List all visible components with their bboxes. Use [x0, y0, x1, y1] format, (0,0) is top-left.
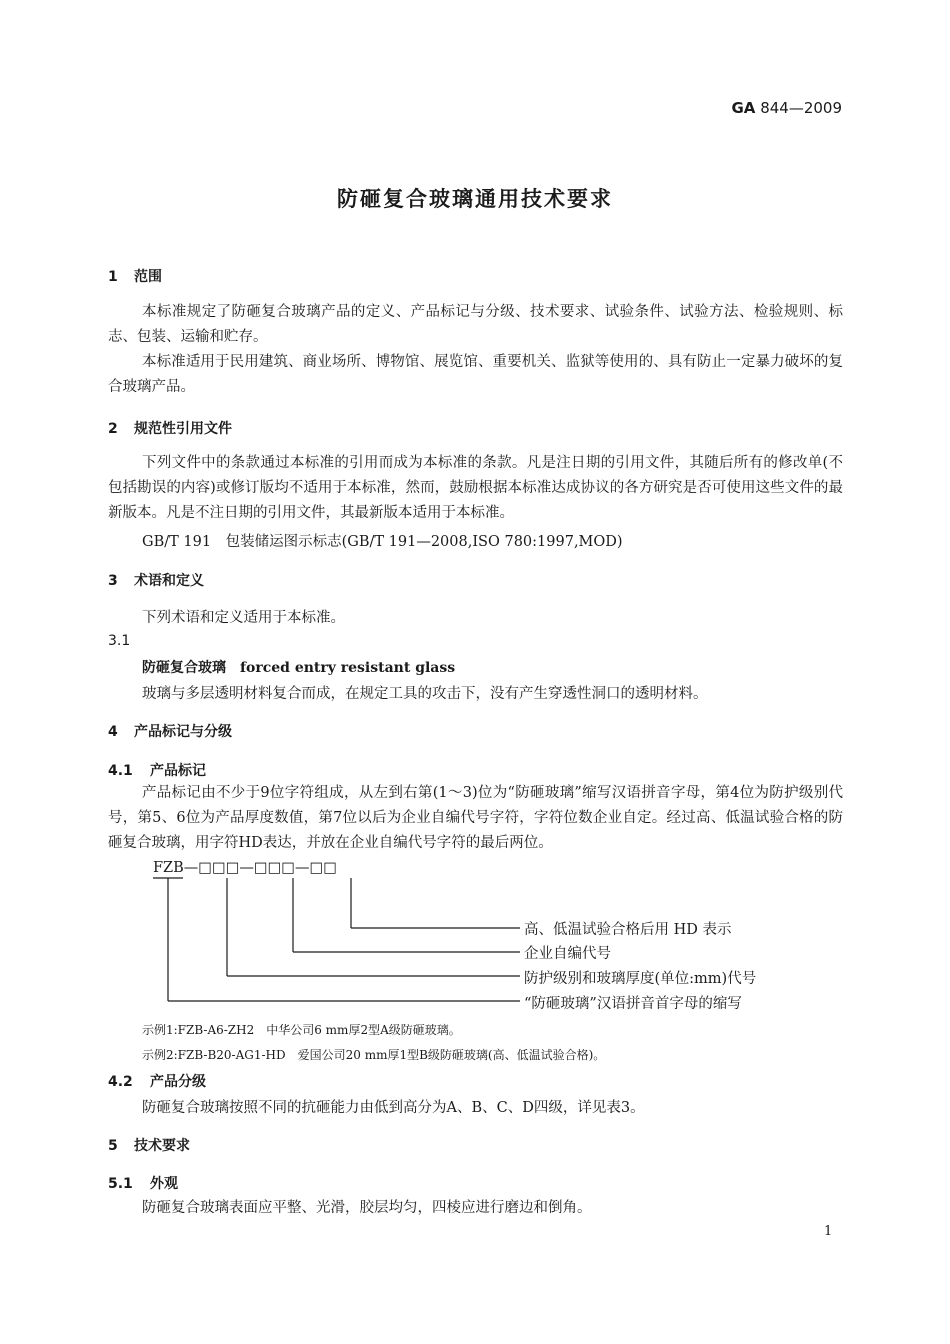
page-number: 1	[824, 1224, 833, 1239]
section-4-title: 产品标记与分级	[134, 724, 232, 740]
term-entry	[142, 657, 455, 677]
marking-label-hd: 高、低温试验合格后用 HD 表示	[524, 922, 732, 938]
section-3-title: 术语和定义	[134, 573, 204, 589]
term-definition: 玻璃与多层透明材料复合而成，在规定工具的攻击下，没有产生穿透性洞口的透明材料。	[142, 686, 708, 702]
clause-3-1-number: 3.1	[108, 633, 131, 649]
normative-reference: GB/T 191 包装储运图示标志(GB/T 191—2008,ISO 780:1997,MOD)	[142, 534, 623, 550]
clause-4-1-title: 产品标记	[150, 763, 206, 779]
clause-4-2-heading	[108, 1071, 206, 1091]
marking-label-company-code: 企业自编代号	[524, 946, 611, 962]
section-4-heading	[108, 721, 232, 741]
section-1-paragraph-1: 本标准规定了防砸复合玻璃产品的定义、产品标记与分级、技术要求、试验条件、试验方法、检验规则、标志、包装、运输和贮存。	[108, 304, 843, 345]
standard-code	[731, 99, 842, 117]
section-3-heading	[108, 570, 204, 590]
section-4-number: 4	[108, 724, 118, 740]
document-title: 防砸复合玻璃通用技术要求	[337, 187, 613, 211]
standard-code-prefix: GA	[731, 99, 756, 117]
clause-5-1-paragraph: 防砸复合玻璃表面应平整、光滑，胶层均匀，四棱应进行磨边和倒角。	[142, 1200, 592, 1216]
example-1: 示例1:FZB-A6-ZH2 中华公司6 mm厚2型A级防砸玻璃。	[142, 1023, 461, 1037]
section-5-title: 技术要求	[134, 1138, 190, 1154]
section-1-heading	[108, 266, 162, 286]
section-1-number: 1	[108, 269, 118, 285]
marking-code: FZB—□□□—□□□—□□	[153, 860, 337, 876]
clause-4-1-paragraph: 产品标记由不少于9位字符组成，从左到右第(1～3)位为“防砸玻璃”缩写汉语拼音字母，第4位为防护级别代号，第5、6位为产品厚度数值，第7位以后为企业自编代号字符，字符位数企业自定。经过高、低温试验合格的防砸复合玻璃，用字符HD表达，并放在企业自编代号字符的最后两位。	[108, 785, 843, 851]
section-5-number: 5	[108, 1138, 118, 1154]
section-2-number: 2	[108, 421, 118, 437]
section-2-paragraph-1: 下列文件中的条款通过本标准的引用而成为本标准的条款。凡是注日期的引用文件，其随后所有的修改单(不包括勘误的内容)或修订版均不适用于本标准，然而，鼓励根据本标准达成协议的各方研究是否可使用这些文件的最新版本。凡是不注日期的引用文件，其最新版本适用于本标准。	[108, 455, 843, 521]
clause-5-1-title: 外观	[150, 1176, 178, 1192]
section-2-heading	[108, 418, 232, 438]
marking-label-pinyin: “防砸玻璃”汉语拼音首字母的缩写	[524, 996, 742, 1012]
clause-5-1-heading	[108, 1173, 178, 1193]
marking-label-level-thickness: 防护级别和玻璃厚度(单位:mm)代号	[524, 971, 757, 987]
term-english: forced entry resistant glass	[240, 660, 456, 676]
section-1-paragraph-2: 本标准适用于民用建筑、商业场所、博物馆、展览馆、重要机关、监狱等使用的、具有防止一定暴力破坏的复合玻璃产品。	[108, 354, 843, 395]
term-chinese: 防砸复合玻璃	[142, 660, 226, 676]
section-2-title: 规范性引用文件	[134, 421, 232, 437]
clause-4-1-heading	[108, 760, 206, 780]
clause-4-2-title: 产品分级	[150, 1074, 206, 1090]
standard-code-number: 844—2009	[760, 99, 842, 117]
section-5-heading	[108, 1135, 190, 1155]
example-2: 示例2:FZB-B20-AG1-HD 爱国公司20 mm厚1型B级防砸玻璃(高、低温试验合格)。	[142, 1048, 606, 1062]
clause-5-1-number: 5.1	[108, 1176, 133, 1192]
clause-4-1-number: 4.1	[108, 763, 133, 779]
product-marking-diagram	[150, 858, 810, 1018]
section-1-title: 范围	[134, 269, 162, 285]
clause-4-2-number: 4.2	[108, 1074, 133, 1090]
section-3-paragraph-1: 下列术语和定义适用于本标准。	[142, 610, 345, 626]
clause-4-2-paragraph: 防砸复合玻璃按照不同的抗砸能力由低到高分为A、B、C、D四级，详见表3。	[142, 1100, 645, 1116]
section-3-number: 3	[108, 573, 118, 589]
